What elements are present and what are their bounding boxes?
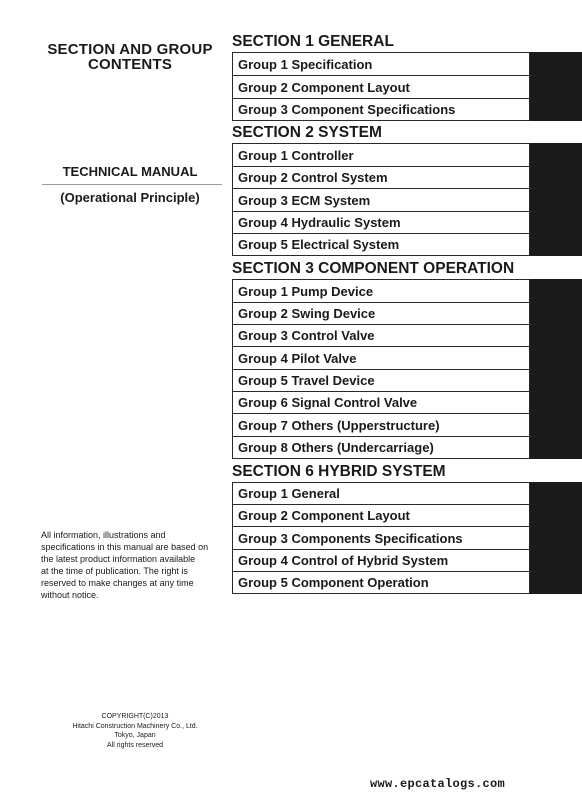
section-2-heading: SECTION 2 SYSTEM — [232, 124, 382, 141]
section-3-heading: SECTION 3 COMPONENT OPERATION — [232, 260, 515, 277]
section-2-group-1[interactable]: Group 1 Controller — [232, 143, 530, 167]
contents-title-line2: CONTENTS — [87, 56, 173, 73]
section-3-group-4[interactable]: Group 4 Pilot Valve — [232, 347, 530, 370]
section-3-group-8[interactable]: Group 8 Others (Undercarriage) — [232, 437, 530, 459]
section-1-group-1[interactable]: Group 1 Specification — [232, 52, 530, 76]
disclaimer-text — [41, 529, 221, 601]
section-3-tab[interactable] — [530, 279, 582, 459]
section-3-group-1[interactable]: Group 1 Pump Device — [232, 279, 530, 303]
manual-subtitle: (Operational Principle) — [60, 190, 200, 205]
contents-title — [36, 42, 224, 72]
section-2-group-3[interactable]: Group 3 ECM System — [232, 189, 530, 212]
section-3-group-2[interactable]: Group 2 Swing Device — [232, 303, 530, 325]
section-2-group-5[interactable]: Group 5 Electrical System — [232, 234, 530, 256]
disclaimer-line: at the time of publication. The right is — [41, 566, 188, 576]
copyright-line: Hitachi Construction Machinery Co., Ltd. — [72, 722, 198, 730]
copyright-line: Tokyo, Japan — [114, 732, 156, 739]
disclaimer-line: without notice. — [41, 590, 99, 600]
section-6-heading: SECTION 6 HYBRID SYSTEM — [232, 463, 446, 480]
manual-name: TECHNICAL MANUAL — [62, 164, 198, 179]
copyright-block — [70, 712, 200, 750]
disclaimer-line: All information, illustrations and — [41, 530, 166, 540]
disclaimer-line: the latest product information available — [41, 554, 196, 564]
disclaimer-line: reserved to make changes at any time — [41, 578, 194, 588]
section-2-group-4[interactable]: Group 4 Hydraulic System — [232, 212, 530, 234]
section-1-group-2[interactable]: Group 2 Component Layout — [232, 76, 530, 99]
section-1-heading: SECTION 1 GENERAL — [232, 33, 394, 50]
section-2-tab[interactable] — [530, 143, 582, 256]
contents-title-line1: SECTION AND GROUP — [47, 41, 213, 58]
copyright-line: All rights reserved — [106, 741, 164, 749]
section-1-tab[interactable] — [530, 52, 582, 121]
section-6-tab[interactable] — [530, 482, 582, 594]
section-3-group-6[interactable]: Group 6 Signal Control Valve — [232, 392, 530, 414]
section-6-group-4[interactable]: Group 4 Control of Hybrid System — [232, 550, 530, 572]
copyright-line: COPYRIGHT(C)2013 — [101, 713, 169, 720]
section-3-group-5[interactable]: Group 5 Travel Device — [232, 370, 530, 392]
left-divider — [42, 184, 222, 185]
section-3-group-3[interactable]: Group 3 Control Valve — [232, 325, 530, 347]
section-6-group-3[interactable]: Group 3 Components Specifications — [232, 527, 530, 550]
section-6-group-5[interactable]: Group 5 Component Operation — [232, 572, 530, 594]
section-6-group-2[interactable]: Group 2 Component Layout — [232, 505, 530, 527]
section-1-group-3[interactable]: Group 3 Component Specifications — [232, 99, 530, 121]
section-6-group-1[interactable]: Group 1 General — [232, 482, 530, 505]
disclaimer-line: specifications in this manual are based on — [41, 542, 209, 552]
section-2-group-2[interactable]: Group 2 Control System — [232, 167, 530, 189]
section-3-group-7[interactable]: Group 7 Others (Upperstructure) — [232, 414, 530, 437]
watermark-url: www.epcatalogs.com — [370, 777, 506, 791]
